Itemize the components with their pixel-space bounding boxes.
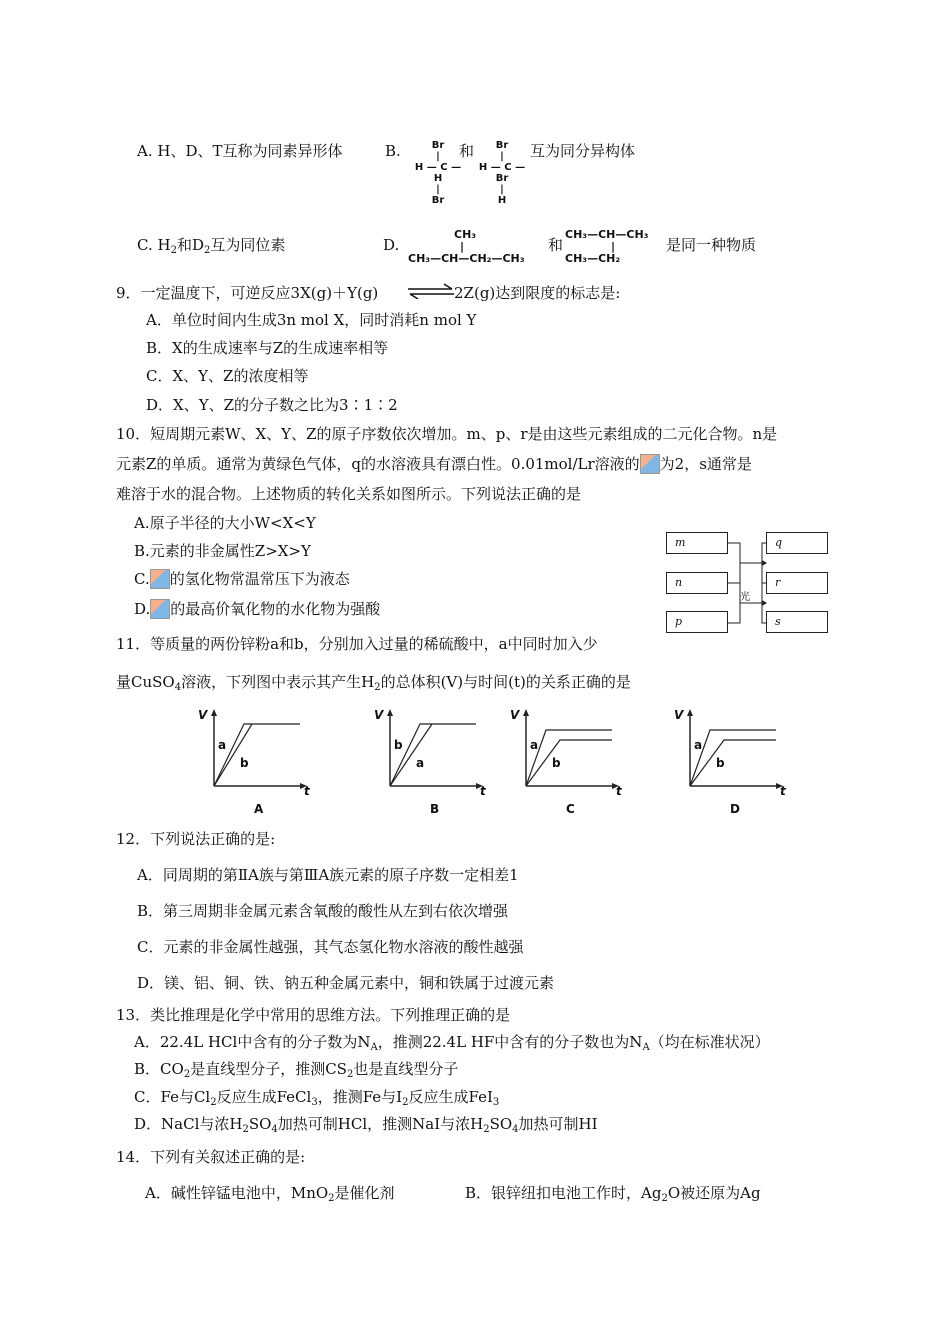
q13-stem: 13．类比推理是化学中常用的思维方法。下列推理正确的是 (116, 1006, 511, 1024)
q8-struct-d1: CH₃ | CH₃—CH—CH₂—CH₃ (408, 228, 525, 265)
graph-C (512, 708, 632, 820)
box-q: q (766, 532, 828, 554)
q14-stem: 14．下列有关叙述正确的是: (116, 1148, 306, 1166)
box-s: s (766, 611, 828, 633)
axis-t-label: t (480, 784, 486, 798)
q13-option-b: B．$CO_2$是直线型分子，推测$CS_2$也是直线型分子 (134, 1060, 459, 1080)
q10-option-d: D. 的最高价氧化物的水化物为强酸 (134, 600, 381, 618)
q8-option-b-suffix: 互为同分异构体 (530, 142, 636, 160)
q8-option-a: A. H、D、T互称为同素异形体 (137, 142, 343, 160)
curve-label-top: b (394, 738, 403, 752)
q12-option-c: C．元素的非金属性越强，其气态氢化物水溶液的酸性越强 (137, 938, 524, 956)
box-m: m (666, 532, 728, 554)
curve-label-top: a (694, 738, 703, 752)
q13-option-c: C．Fe与$Cl_2$反应生成FeCl$_3$，推测Fe与$I_2$反应生成FeI$_3$ (134, 1088, 500, 1108)
q10-line-1: 10．短周期元素W、X、Y、Z的原子序数依次增加。m、p、r是由这些元素组成的二元化合物。n是 (116, 425, 778, 443)
q11-line-1: 11．等质量的两份锌粉a和b，分别加入过量的稀硫酸中，a中同时加入少 (116, 635, 598, 653)
q8-option-d-and: 和 (548, 236, 564, 254)
box-p: p (666, 611, 728, 633)
q12-option-d: D．镁、铝、铜、铁、钠五种金属元素中，铜和铁属于过渡元素 (137, 974, 555, 992)
box-n: n (666, 572, 728, 594)
box-r: r (766, 572, 828, 594)
axis-v-label: V (198, 708, 208, 722)
graph-caption: D (730, 802, 740, 816)
q11-line-2: 量CuSO$_4$溶液，下列图中表示其产生$H_2$的总体积(V)与时间(t)的关系正确的是 (116, 673, 631, 693)
curve-label-bottom: b (716, 756, 725, 770)
flow-arrows (728, 530, 768, 640)
q8-option-c: C. $H_2$和$D_2$互为同位素 (137, 236, 286, 256)
q13-option-a: A．22.4L HCl中含有的分子数为$N_A$，推测22.4L HF中含有的分子数也为$N_A$（均在标准状况） (134, 1033, 770, 1053)
q10-option-c: C. 的氢化物常温常压下为液态 (134, 570, 350, 588)
curve-label-top: a (530, 738, 539, 752)
q9-stem-a: 9．一定温度下，可逆反应3X(g)＋Y(g) (116, 284, 379, 302)
graph-caption: A (254, 802, 264, 816)
curve-label-bottom: b (552, 756, 561, 770)
axis-t-label: t (780, 784, 786, 798)
curve-label-bottom: a (416, 756, 425, 770)
q9-option-a: A．单位时间内生成3n mol X，同时消耗n mol Y (146, 311, 477, 329)
q9-option-d: D．X、Y、Z的分子数之比为3∶1∶2 (146, 396, 398, 414)
graph-axes (512, 708, 632, 798)
axis-v-label: V (374, 708, 384, 722)
graph-D (676, 708, 796, 820)
light-label: 光 (740, 592, 750, 603)
q9-option-c: C．X、Y、Z的浓度相等 (146, 367, 309, 385)
curve-label-bottom: b (240, 756, 249, 770)
axis-v-label: V (674, 708, 684, 722)
q8-option-d-suffix: 是同一种物质 (666, 236, 757, 254)
axis-t-label: t (304, 784, 310, 798)
q10-line-3: 难溶于水的混合物。上述物质的转化关系如图所示。下列说法正确的是 (116, 485, 582, 503)
q8-option-d-prefix: D. (383, 236, 400, 254)
q13-option-d: D．NaCl与浓$H_2SO_4$加热可制HCl，推测NaI与浓$H_2SO_4$加热可制HI (134, 1115, 598, 1135)
q10-line-2: 元素Z的单质。通常为黄绿色气体，q的水溶液具有漂白性。0.01mol/Lr溶液的 为2，s通常是 (116, 455, 752, 473)
q9-option-b: B．X的生成速率与Z的生成速率相等 (146, 339, 389, 357)
q12-stem: 12．下列说法正确的是: (116, 830, 276, 848)
q8-struct-d2: CH₃—CH—CH₃ | CH₃—CH₂ (565, 228, 649, 265)
q10-option-b: B.元素的非金属性Z>X>Y (134, 542, 311, 560)
q8-struct-b1: Br | H — C — H | Br (414, 140, 462, 206)
q10-option-a: A.原子半径的大小W<X<Y (134, 514, 316, 532)
q8-option-b-prefix: B. (385, 142, 401, 160)
q8-struct-b2: Br | H — C — Br | H (478, 140, 526, 206)
axis-v-label: V (510, 708, 520, 722)
graph-axes (676, 708, 796, 798)
q12-option-a: A．同周期的第ⅡA族与第ⅢA族元素的原子序数一定相差1 (137, 866, 519, 884)
broken-image-icon (150, 569, 170, 589)
equilibrium-arrow-icon (406, 283, 456, 299)
graph-B (376, 708, 496, 820)
q14-option-a: A．碱性锌锰电池中，MnO$_2$是催化剂 (145, 1184, 395, 1204)
q12-option-b: B．第三周期非金属元素含氧酸的酸性从左到右依次增强 (137, 902, 509, 920)
curve-label-top: a (218, 738, 227, 752)
broken-image-icon (150, 599, 170, 619)
graph-caption: C (566, 802, 575, 816)
graph-axes (376, 708, 496, 798)
broken-image-icon (640, 454, 660, 474)
axis-t-label: t (616, 784, 622, 798)
q14-option-b: B．银锌纽扣电池工作时，$Ag_2O$被还原为Ag (465, 1184, 761, 1204)
q8-option-b-and: 和 (459, 142, 475, 160)
graph-axes (200, 708, 320, 798)
graph-caption: B (430, 802, 440, 816)
q9-stem-b: 2Z(g)达到限度的标志是: (454, 284, 621, 302)
graph-A (200, 708, 320, 820)
